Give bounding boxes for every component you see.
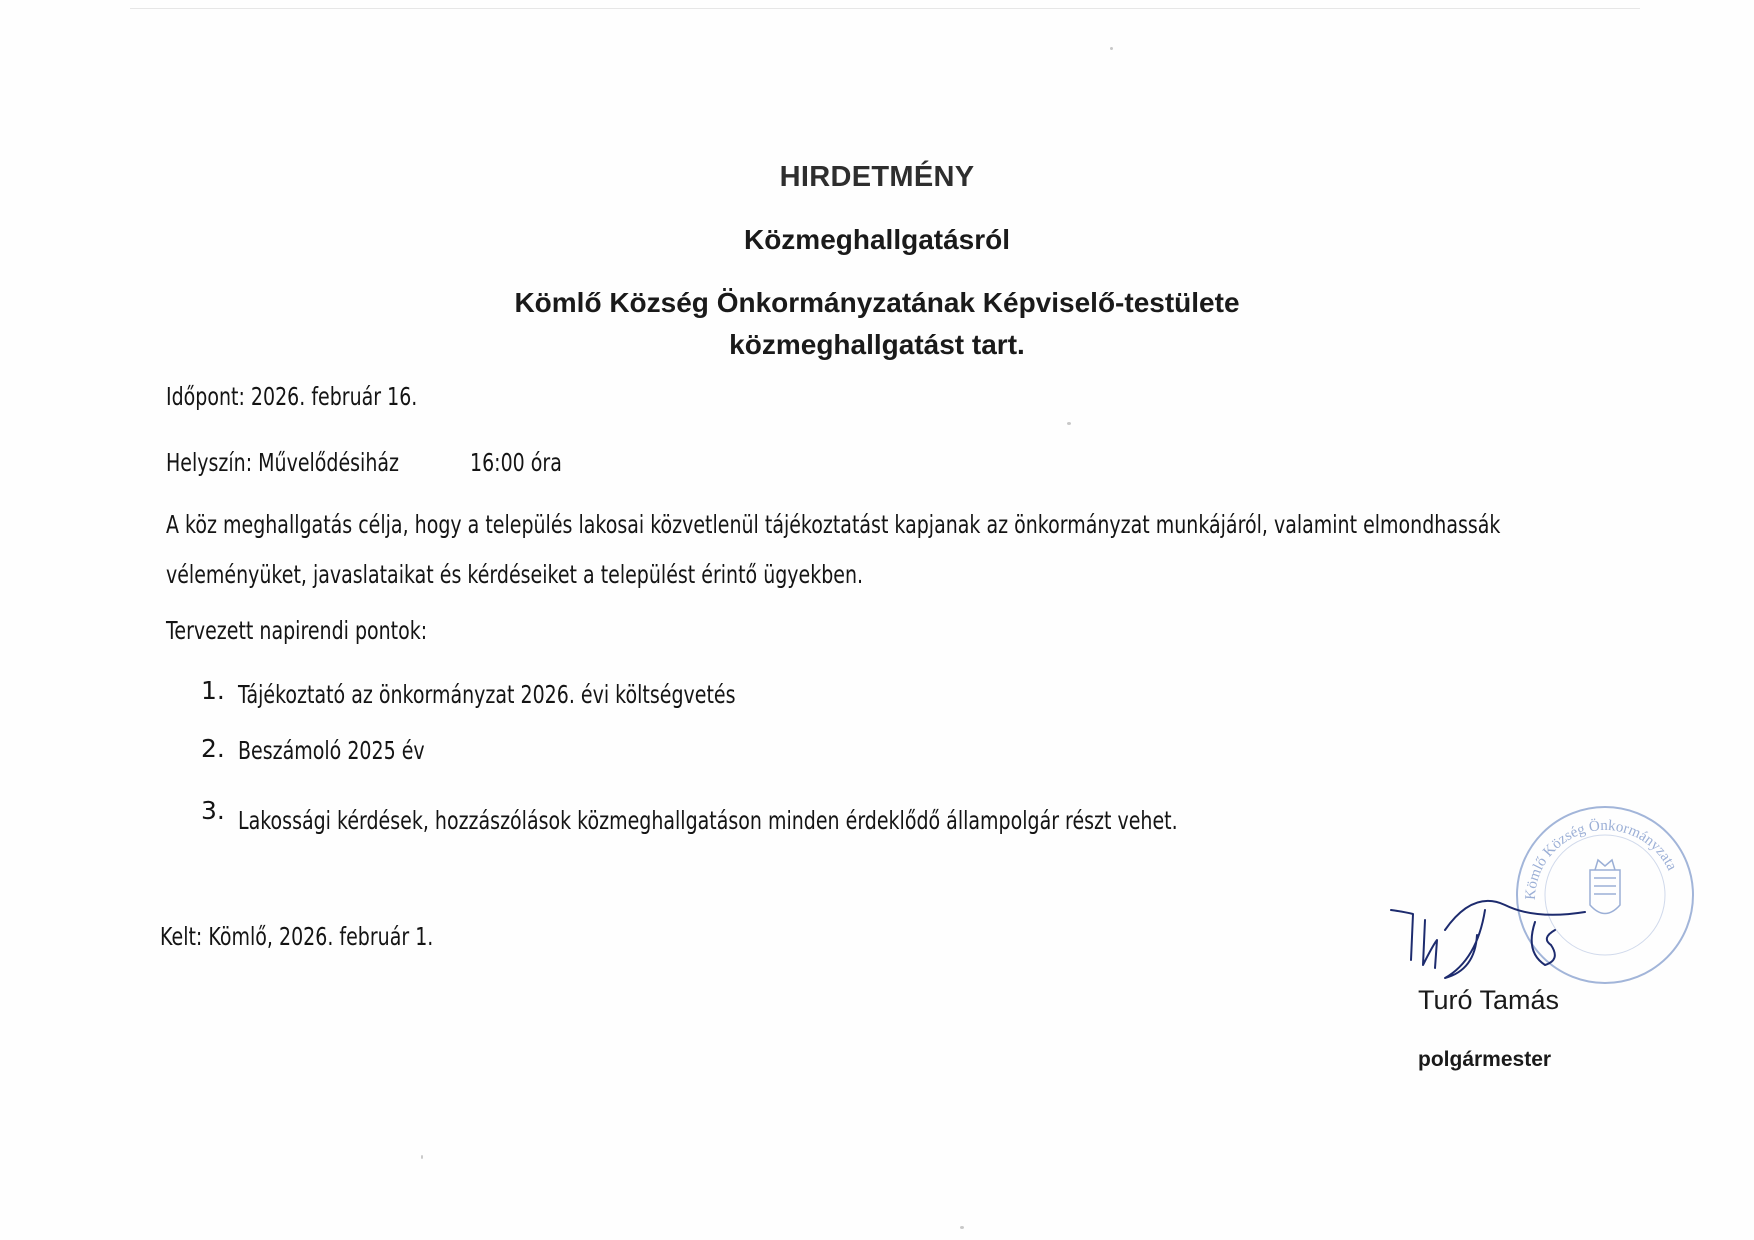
agenda-title: Tervezett napirendi pontok: bbox=[166, 616, 428, 645]
scan-edge-line bbox=[130, 8, 1640, 9]
scan-speck bbox=[1110, 47, 1113, 50]
scan-speck bbox=[960, 1226, 964, 1229]
intro-line-1: A köz meghallgatás célja, hogy a település lakosai közvetlenül tájékoztatást kapjanak az önkormányzat munkájáról, valamint elmondhassák bbox=[166, 510, 1501, 539]
agenda-item-number: 1. bbox=[201, 676, 225, 705]
scan-speck bbox=[1067, 422, 1071, 425]
agenda-item-number: 2. bbox=[201, 734, 225, 763]
event-hour: 16:00 óra bbox=[470, 448, 562, 477]
scan-speck bbox=[421, 1155, 423, 1159]
agenda-item-text: Tájékoztató az önkormányzat 2026. évi költségvetés bbox=[238, 680, 736, 709]
notice-subtitle: Közmeghallgatásról bbox=[743, 224, 1011, 255]
agenda-item-number: 3. bbox=[201, 796, 225, 825]
notice-title: HIRDETMÉNY bbox=[779, 161, 975, 193]
signer-name: Turó Tamás bbox=[1418, 985, 1560, 1015]
notice-action: közmeghallgatást tart. bbox=[729, 329, 1025, 360]
event-location: Helyszín: Művelődésiház bbox=[166, 448, 399, 477]
date-line: Kelt: Kömlő, 2026. február 1. bbox=[160, 922, 434, 951]
agenda-item-text: Beszámoló 2025 év bbox=[238, 736, 425, 765]
stamp-text: Kömlő Község Önkormányzata bbox=[1522, 817, 1680, 901]
signer-title: polgármester bbox=[1418, 1048, 1552, 1071]
event-time: Időpont: 2026. február 16. bbox=[166, 382, 418, 411]
agenda-item-text: Lakossági kérdések, hozzászólások közmeghallgatáson minden érdeklődő állampolgár részt vehet. bbox=[238, 806, 1178, 835]
handwritten-signature bbox=[1385, 890, 1615, 1000]
intro-line-2: véleményüket, javaslataikat és kérdéseiket a települést érintő ügyekben. bbox=[166, 560, 864, 589]
notice-issuer: Kömlő Község Önkormányzatának Képviselő-testülete bbox=[514, 287, 1240, 318]
